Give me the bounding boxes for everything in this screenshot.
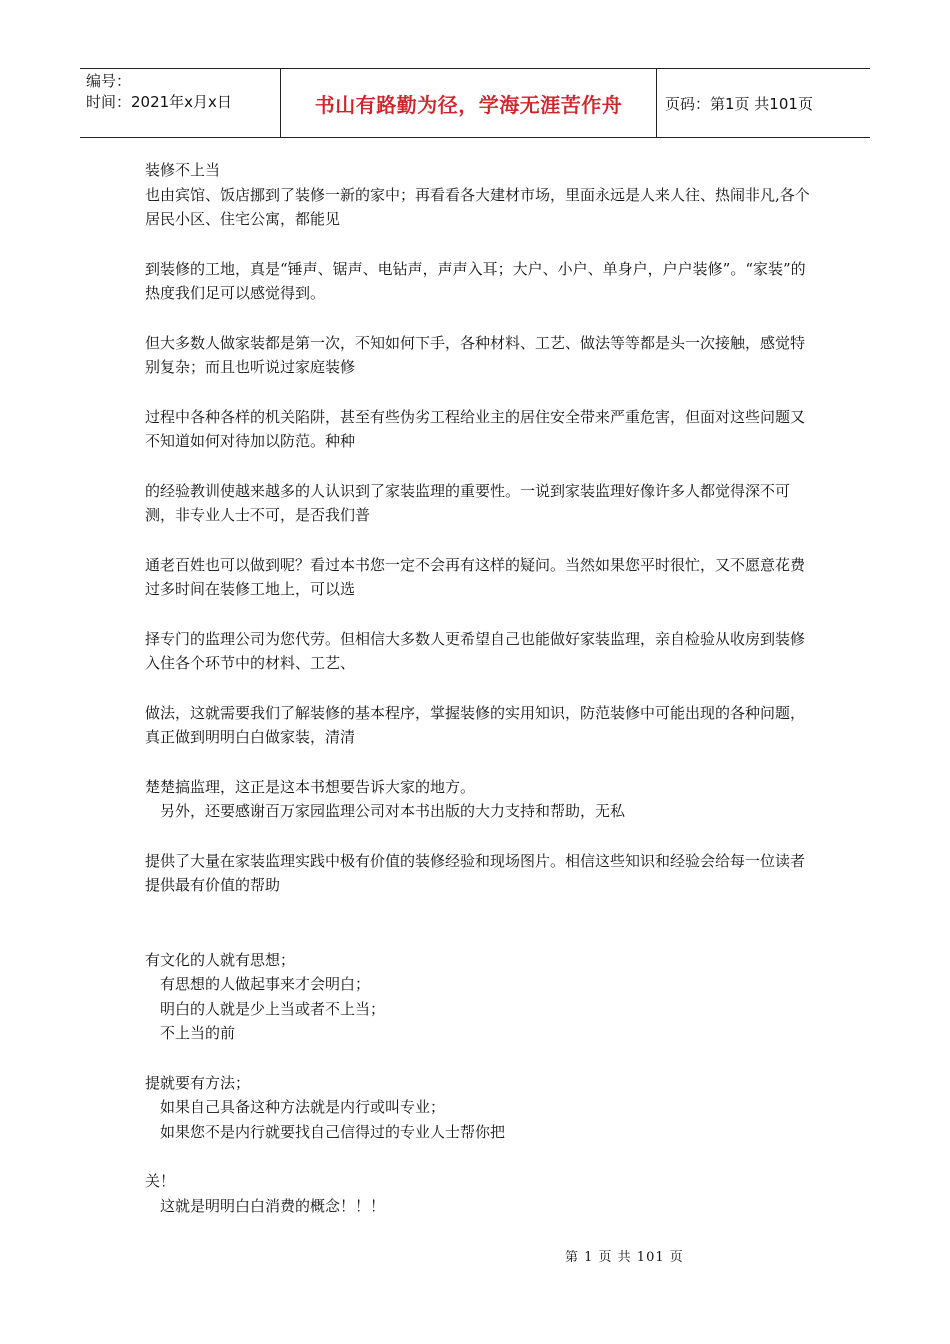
paragraph: 到装修的工地，真是“锤声、锯声、电钻声，声声入耳；大户、小户、单身户，户户装修”。“家装”的热度我们足可以感觉得到。 bbox=[145, 259, 806, 302]
closing-line: 关！ bbox=[145, 1172, 176, 1190]
number-label: 编号： bbox=[86, 72, 132, 90]
closing-line: 明白的人就是少上当或者不上当； bbox=[160, 999, 386, 1018]
footer-page-number: 第 1 页 共 101 页 bbox=[565, 1250, 684, 1265]
closing-line: 有思想的人做起事来才会明白； bbox=[160, 975, 371, 993]
page-footer bbox=[565, 1246, 684, 1265]
paragraph: 但大多数人做家装都是第一次，不知如何下手，各种材料、工艺、做法等等都是头一次接触，感觉特别复杂；而且也听说过家庭装修 bbox=[145, 333, 806, 376]
paragraph: 楚楚搞监理，这正是这本书想要告诉大家的地方。 bbox=[145, 777, 476, 796]
paragraph: 提供了大量在家装监理实践中极有价值的装修经验和现场图片。相信这些知识和经验会给每一位读者提供最有价值的帮助 bbox=[145, 851, 806, 894]
header-page-cell bbox=[657, 69, 870, 137]
paragraph: 另外，还要感谢百万家园监理公司对本书出版的大力支持和帮助，无私 bbox=[160, 802, 626, 820]
paragraph: 过程中各种各样的机关陷阱，甚至有些伪劣工程给业主的居住安全带来严重危害，但面对这些问题又不知道如何对待加以防范。种种 bbox=[145, 407, 806, 450]
document-header bbox=[80, 68, 870, 138]
closing-line: 这就是明明白白消费的概念！！！ bbox=[160, 1196, 386, 1215]
header-motto-cell bbox=[281, 69, 657, 137]
paragraph: 通老百姓也可以做到呢？看过本书您一定不会再有这样的疑问。当然如果您平时很忙，又不愿意花费过多时间在装修工地上，可以选 bbox=[145, 555, 806, 598]
document-title: 装修不上当 bbox=[145, 161, 221, 179]
paragraph: 也由宾馆、饭店挪到了装修一新的家中；再看看各大建材市场，里面永远是人来人往、热闹非凡,各个居民小区、住宅公寓，都能见 bbox=[145, 185, 810, 228]
closing-line: 不上当的前 bbox=[160, 1024, 236, 1042]
closing-line: 如果自己具备这种方法就是内行或叫专业； bbox=[160, 1098, 446, 1116]
closing-line: 提就要有方法； bbox=[145, 1073, 251, 1092]
motto-text: 书山有路勤为径，学海无涯苦作舟 bbox=[314, 92, 623, 117]
paragraph: 择专门的监理公司为您代劳。但相信大多数人更希望自己也能做好家装监理，亲自检验从收房到装修入住各个环节中的材料、工艺、 bbox=[145, 629, 806, 672]
date-label: 时间：2021年x月x日 bbox=[86, 93, 232, 111]
document-body bbox=[145, 158, 810, 1218]
page-number-label: 页码：第1页 共101页 bbox=[665, 94, 813, 113]
paragraph: 的经验教训使越来越多的人认识到了家装监理的重要性。一说到家装监理好像许多人都觉得深不可测，非专业人士不可，是否我们普 bbox=[145, 481, 791, 524]
paragraph: 做法，这就需要我们了解装修的基本程序，掌握装修的实用知识，防范装修中可能出现的各种问题，真正做到明明白白做家装，清清 bbox=[145, 703, 806, 746]
closing-line: 有文化的人就有思想； bbox=[145, 950, 296, 969]
header-meta-cell bbox=[80, 69, 281, 137]
closing-line: 如果您不是内行就要找自己信得过的专业人士帮你把 bbox=[160, 1122, 506, 1141]
